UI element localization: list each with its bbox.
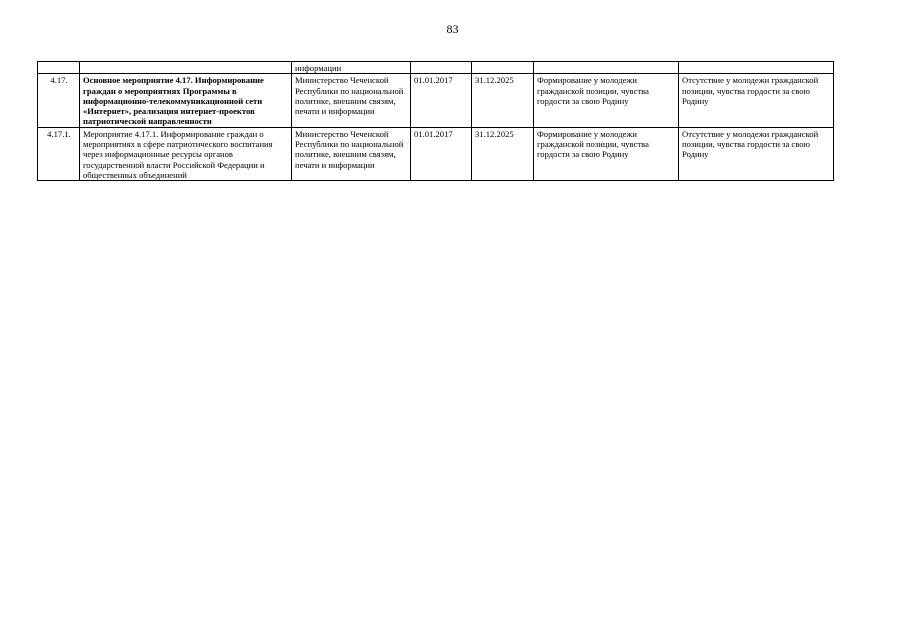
page-number: 83	[446, 22, 459, 36]
cell-executor: информации	[292, 62, 411, 74]
cell-name: Мероприятие 4.17.1. Информирование граждан о мероприятиях в сфере патриотического воспитания через информационные ресурсы органов государственной власти Российской Федерации и общественных объединений	[80, 127, 292, 180]
cell-name: Основное мероприятие 4.17. Информирование граждан о мероприятиях Программы в информационно-телекоммуникационной сети «Интернет», реализация интернет-проектов патриотической направленности	[80, 74, 292, 127]
cell-number	[38, 62, 80, 74]
cell-start	[411, 62, 472, 74]
cell-number: 4.17.1.	[38, 127, 80, 180]
cell-end: 31.12.2025	[472, 74, 534, 127]
continuation-row	[38, 62, 834, 74]
cell-result: Формирование у молодежи гражданской позиции, чувства гордости за свою Родину	[534, 127, 679, 180]
cell-consequence: Отсутствие у молодежи гражданской позиции, чувства гордости за свою Родину	[679, 127, 834, 180]
cell-executor: Министерство Чеченской Республики по национальной политике, внешним связям, печати и информации	[292, 74, 411, 127]
cell-start: 01.01.2017	[411, 127, 472, 180]
cell-result	[534, 62, 679, 74]
cell-result: Формирование у молодежи гражданской позиции, чувства гордости за свою Родину	[534, 74, 679, 127]
table-row	[38, 127, 834, 180]
cell-executor: Министерство Чеченской Республики по национальной политике, внешним связям, печати и информации	[292, 127, 411, 180]
table-row	[38, 74, 834, 127]
cell-consequence: Отсутствие у молодежи гражданской позиции, чувства гордости за свою Родину	[679, 74, 834, 127]
cell-number: 4.17.	[38, 74, 80, 127]
program-activities-table	[37, 61, 834, 181]
cell-consequence	[679, 62, 834, 74]
cell-start: 01.01.2017	[411, 74, 472, 127]
cell-end: 31.12.2025	[472, 127, 534, 180]
cell-name	[80, 62, 292, 74]
cell-end	[472, 62, 534, 74]
